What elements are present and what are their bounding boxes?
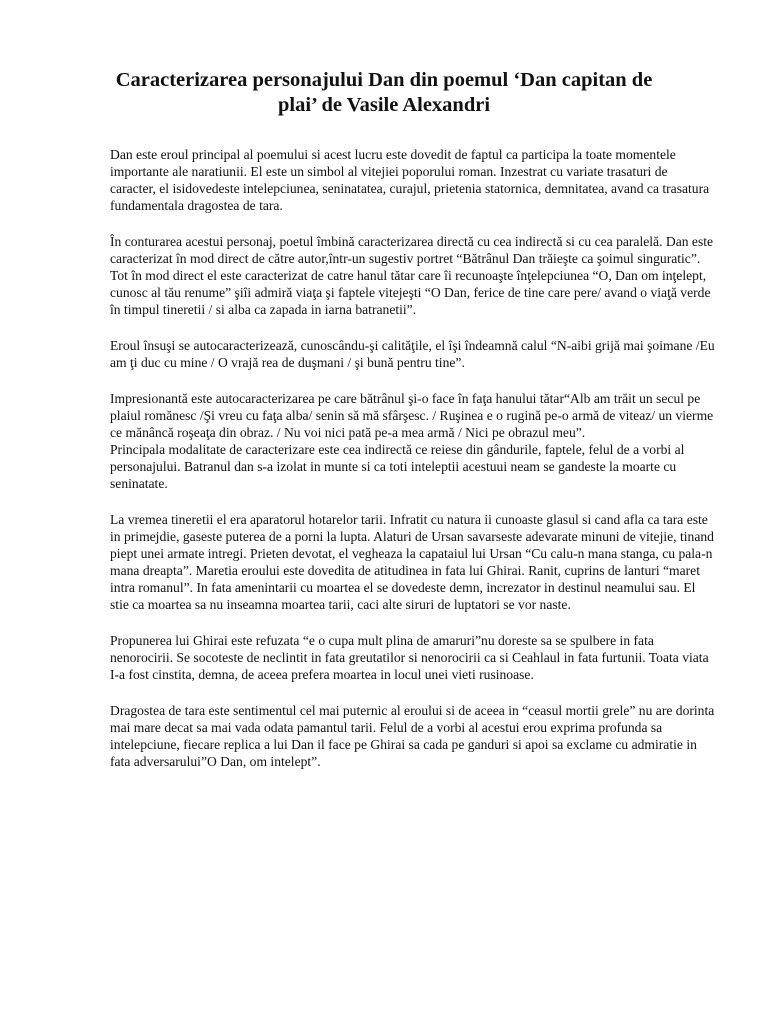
paragraph-characterization-methods: În conturarea acestui personaj, poetul îmbină caracterizarea directă cu cea indirectă si cu cea paralelă. Dan este caracterizat în mod direct de către autor,într-un sugestiv portret “Bătrânul Dan trăieşte ca şoimul singuratic”. Tot în mod direct el este caracterizat de catre hanul tătar care îi recunoaşte înţelepciunea “O, Dan om inţelept, cunosc al tău renume” şiîi admiră viaţa şi faptele vitejeşti “O Dan, ferice de tine care pere/ avand o viaţă verde în timpul tineretii / si alba ca zapada in iarna batranetii”.	[110, 234, 714, 317]
document-body	[110, 146, 716, 789]
paragraph-indirect-characterization: Principala modalitate de caracterizare este cea indirectă ce reiese din gândurile, faptele, felul de a vorbi al personajului. Batranul dan s-a izolat in munte si ca toti inteleptii acestuui neam se gandeste la moarte cu seninatate.	[110, 442, 685, 491]
document-title: Caracterizarea personajului Dan din poemul ‘Dan capitan de plai’ de Vasile Alexandri	[115, 69, 653, 116]
paragraph-refusal-of-ghirai: Propunerea lui Ghirai este refuzata “e o cupa mult plina de amaruri”nu doreste sa se spulbere in fata nenorocirii. Se socoteste de neclintit in fata greutatilor si nenorocirii ca si Ceahlaul in fata furtunii. Toata viata I-a fost cinstita, demna, de aceea prefera moartea in locul unei vieti rusinoase.	[110, 633, 709, 682]
paragraph-self-characterization: Eroul însuşi se autocaracterizează, cunoscându-şi calităţile, el îşi îndeamnă calul “N-aibi grijă mai şoimane /Eu am ţi duc cu mine / O vrajă rea de duşmani / şi bună pentru tine”.	[110, 338, 715, 370]
paragraph-intro: Dan este eroul principal al poemului si acest lucru este dovedit de faptul ca participa la toate momentele importante ale naratiunii. El este un simbol al vitejiei poporului roman. Inzestrat cu variate trasaturi de caracter, el isidovedeste intelepciunea, seninatatea, curajul, prietenia statornica, demnitatea, avand ca trasatura fundamentala dragostea de tara.	[110, 147, 710, 213]
paragraph-love-of-country: Dragostea de tara este sentimentul cel mai puternic al eroului si de aceea in “ceasul mortii grele” nu are dorinta mai mare decat sa mai vada odata pamantul tarii. Felul de a vorbi al acestui erou exprima profunda sa intelepciune, fiecare replica a lui Dan il face pe Ghirai sa cada pe ganduri si apoi sa exclame cu admiratie in fata adversarului”O Dan, om intelept”.	[110, 703, 715, 769]
paragraph-impressive-self-portrait: Impresionantă este autocaracterizarea pe care bătrânul şi-o face în faţa hanului tătar“Alb am trăit un secul pe plaiul romănesc /Şi vreu cu faţa alba/ senin să mă sfârşesc. / Ruşinea e o rugină pe-o armă de viteaz/ un vierme ce mănâncă roşeaţa din obraz. / Nu voi nici pată pe-a mea armă / Nici pe obrazul meu”.	[110, 391, 714, 440]
paragraph-youth-and-bravery: La vremea tineretii el era aparatorul hotarelor tarii. Infratit cu natura ii cunoaste glasul si cand afla ca tara este in primejdie, gaseste puterea de a porni la lupta. Alaturi de Ursan savarseste adevarate minuni de vitejie, tinand piept unei armate intregi. Prieten devotat, el vegheaza la capataiul lui Ursan “Cu calu-n mana stanga, cu pala-n mana dreapta”. Maretia eroului este dovedita de atitudinea in fata lui Ghirai. Ranit, cuprins de lanturi “maret intra romanul”. In fata amenintarii cu moartea el se dovedeste demn, increzator in destinul neamului sau. El stie ca moartea sa nu inseamna moartea tarii, caci alte siruri de luptatori se vor naste.	[110, 512, 714, 612]
